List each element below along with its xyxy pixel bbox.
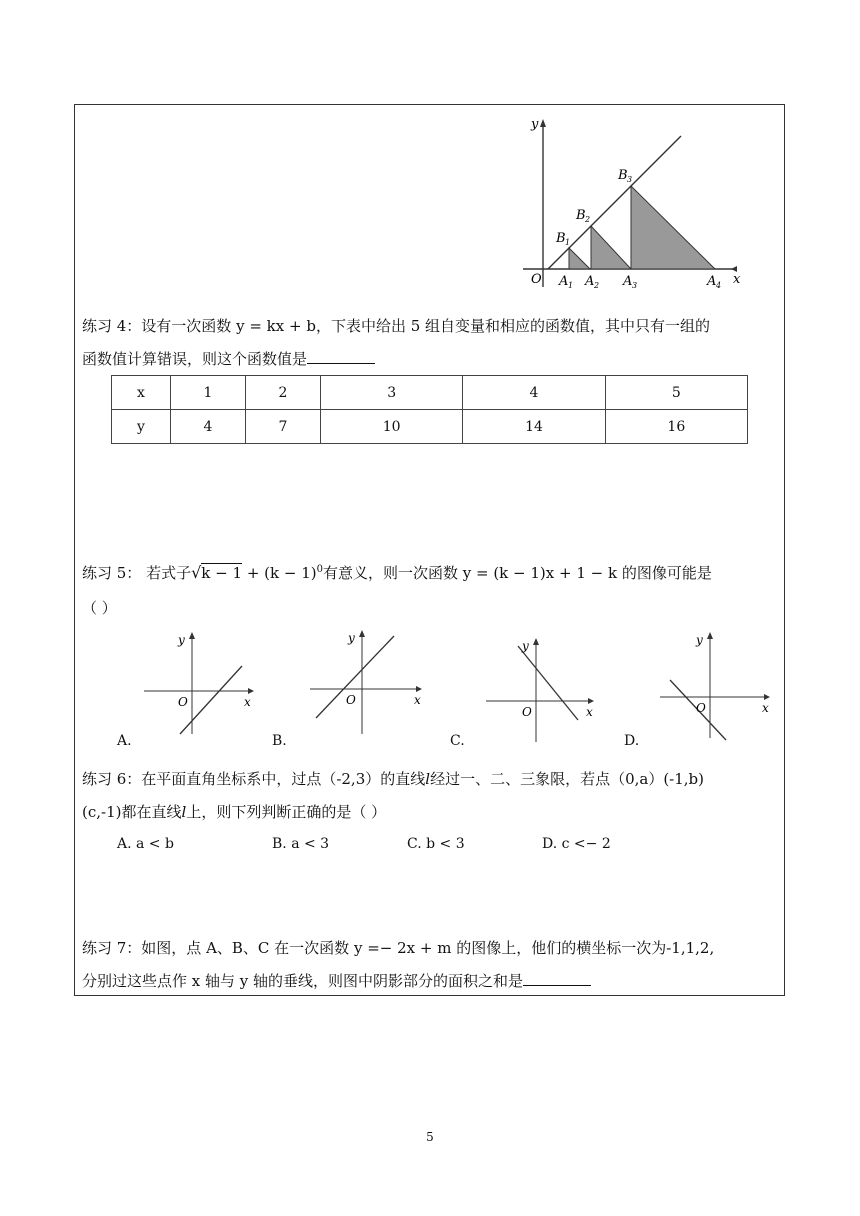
svg-text:O: O	[531, 272, 542, 287]
svg-text:O: O	[346, 693, 356, 707]
shaded-triangle-2	[591, 226, 631, 269]
ex7-line1: 练习 7：如图，点 A、B、C 在一次函数 y =− 2x + m 的图像上，他们的横坐标一次为-1,1,2,	[82, 939, 715, 957]
svg-text:B: B	[556, 231, 566, 246]
answer-blank	[307, 349, 375, 364]
ex5-line2: （ ）	[82, 599, 117, 617]
svg-text:O: O	[178, 695, 188, 709]
ex4-line2: 函数值计算错误，则这个函数值是	[82, 349, 375, 369]
values-table	[111, 375, 748, 444]
svg-text:B: B	[576, 208, 586, 223]
option-d-label: D.	[624, 733, 640, 749]
ex7-line2: 分别过这些点作 x 轴与 y 轴的垂线，则图中阴影部分的面积之和是	[82, 971, 591, 991]
svg-text:4: 4	[716, 281, 722, 290]
ex6-choice-c: C. b < 3	[407, 836, 465, 852]
svg-text:A: A	[623, 274, 633, 289]
graph-c	[482, 636, 602, 744]
graph-b	[306, 628, 430, 738]
table-row: x 1 2 3 4 5	[112, 376, 748, 410]
ex6-choice-b: B. a < 3	[272, 836, 330, 852]
option-c-label: C.	[450, 733, 465, 749]
svg-text:O: O	[522, 705, 532, 719]
table-row: y 4 7 10 14 16	[112, 410, 748, 444]
ex6-line2: (c,-1)都在直线l上，则下列判断正确的是（ ）	[82, 803, 387, 821]
option-b-label: B.	[272, 733, 287, 749]
svg-text:y: y	[531, 117, 539, 132]
answer-blank	[523, 971, 591, 986]
svg-text:x: x	[414, 693, 421, 707]
ex5-line1: 练习 5： 若式子$√k - 1 + (k - 1)^0$有意义，则一次函数 y = (k − 1)x + 1 − k 的图像可能是	[82, 563, 712, 582]
triangles-figure	[515, 115, 745, 295]
svg-text:2: 2	[594, 281, 600, 290]
svg-text:2: 2	[585, 215, 591, 224]
shaded-triangle-3	[631, 186, 715, 269]
svg-text:3: 3	[627, 175, 633, 184]
svg-text:A: A	[585, 274, 595, 289]
page-number: 5	[426, 1130, 434, 1144]
option-a-label: A.	[117, 733, 132, 749]
svg-text:y: y	[348, 631, 355, 645]
svg-text:x: x	[244, 695, 251, 709]
svg-text:y: y	[522, 639, 529, 653]
shaded-triangle-1	[569, 248, 590, 269]
svg-text:A: A	[559, 274, 569, 289]
svg-text:1: 1	[568, 281, 574, 290]
svg-text:x: x	[733, 272, 741, 287]
ex4-line1: 练习 4：设有一次函数 y = kx + b，下表中给出 5 组自变量和相应的函数值，其中只有一组的	[82, 317, 711, 335]
svg-text:y: y	[178, 633, 185, 647]
svg-text:3: 3	[632, 281, 638, 290]
svg-text:1: 1	[565, 238, 571, 247]
svg-text:B: B	[618, 168, 628, 183]
ex6-line1: 练习 6：在平面直角坐标系中，过点（-2,3）的直线l经过一、二、三象限，若点（0,a）(-1,b)	[82, 770, 705, 788]
svg-text:A: A	[707, 274, 717, 289]
graph-d	[656, 630, 776, 742]
svg-text:x: x	[586, 705, 593, 719]
svg-text:y: y	[696, 633, 703, 647]
ex6-choice-a: A. a < b	[117, 836, 174, 852]
svg-text:x: x	[762, 701, 769, 715]
svg-text:O: O	[696, 701, 706, 715]
graph-a	[140, 630, 260, 738]
ex6-choice-d: D. c <− 2	[542, 836, 611, 852]
